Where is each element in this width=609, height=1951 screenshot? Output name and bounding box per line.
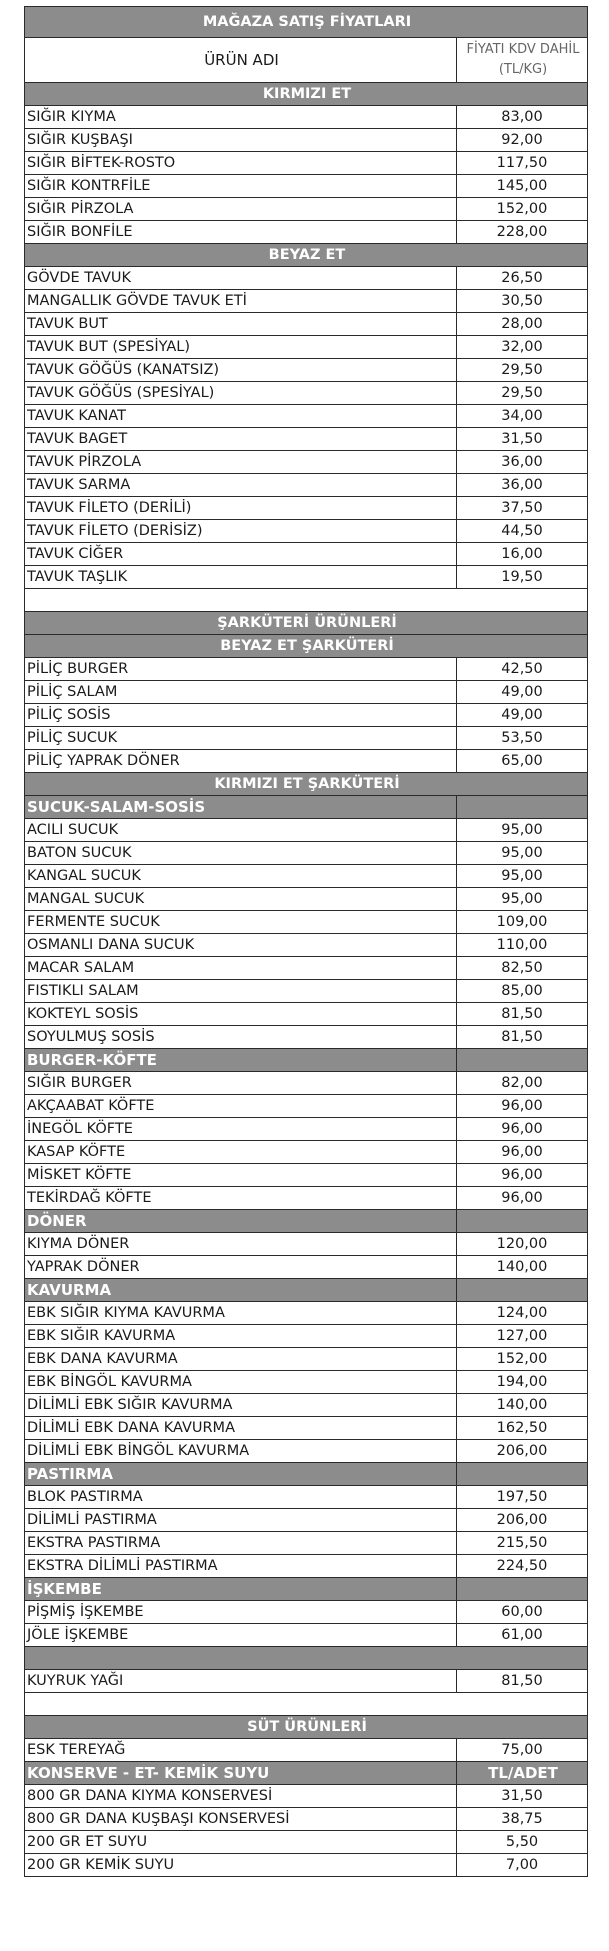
product-name: PİŞMİŞ İŞKEMBE: [25, 1601, 457, 1624]
section-header: KIRMIZI ET: [25, 83, 588, 106]
table-row: [25, 1003, 588, 1026]
product-name: DİLİMLİ EBK SIĞIR KAVURMA: [25, 1394, 457, 1417]
unit-label: [457, 1279, 588, 1302]
section-header-row: [25, 83, 588, 106]
product-price: 36,00: [457, 451, 588, 474]
product-name: TEKİRDAĞ KÖFTE: [25, 1187, 457, 1210]
product-price: 95,00: [457, 888, 588, 911]
table-row: [25, 658, 588, 681]
table-row: [25, 1739, 588, 1762]
product-name: TAVUK FİLETO (DERİLİ): [25, 497, 457, 520]
unit-label: [457, 1049, 588, 1072]
table-row: [25, 221, 588, 244]
product-price: 109,00: [457, 911, 588, 934]
product-price: 95,00: [457, 819, 588, 842]
table-row: [25, 1394, 588, 1417]
product-name: EKSTRA PASTIRMA: [25, 1532, 457, 1555]
subsection-header: BURGER-KÖFTE: [25, 1049, 457, 1072]
product-name: SIĞIR BURGER: [25, 1072, 457, 1095]
unit-label: [457, 1578, 588, 1601]
product-name: KIYMA DÖNER: [25, 1233, 457, 1256]
table-row: [25, 888, 588, 911]
product-name: EBK SIĞIR KAVURMA: [25, 1325, 457, 1348]
table-row: [25, 267, 588, 290]
section-header: KIRMIZI ET ŞARKÜTERİ: [25, 773, 588, 796]
product-name: FISTIKLI SALAM: [25, 980, 457, 1003]
product-price: 29,50: [457, 359, 588, 382]
table-row: [25, 1095, 588, 1118]
unit-label: [457, 1463, 588, 1486]
product-price: 5,50: [457, 1831, 588, 1854]
product-name: KASAP KÖFTE: [25, 1141, 457, 1164]
table-row: [25, 957, 588, 980]
column-header-price: [457, 38, 588, 83]
product-price: 95,00: [457, 842, 588, 865]
product-name: TAVUK BUT: [25, 313, 457, 336]
product-name: 200 GR KEMİK SUYU: [25, 1854, 457, 1877]
table-row: [25, 129, 588, 152]
product-price: 61,00: [457, 1624, 588, 1647]
product-price: 140,00: [457, 1256, 588, 1279]
product-name: TAVUK CİĞER: [25, 543, 457, 566]
table-row: [25, 1601, 588, 1624]
subsection-header: KONSERVE - ET- KEMİK SUYU: [25, 1762, 457, 1785]
product-price: 96,00: [457, 1141, 588, 1164]
product-price: 53,50: [457, 727, 588, 750]
product-name: İNEGÖL KÖFTE: [25, 1118, 457, 1141]
table-row: [25, 152, 588, 175]
table-row: [25, 911, 588, 934]
table-row: [25, 819, 588, 842]
product-price: 152,00: [457, 198, 588, 221]
table-row: [25, 1302, 588, 1325]
product-name: OSMANLI DANA SUCUK: [25, 934, 457, 957]
blank-header-row: [25, 1647, 588, 1670]
product-price: 95,00: [457, 865, 588, 888]
product-price: 120,00: [457, 1233, 588, 1256]
product-price: 224,50: [457, 1555, 588, 1578]
product-name: JÖLE İŞKEMBE: [25, 1624, 457, 1647]
product-price: 82,50: [457, 957, 588, 980]
product-price: 31,50: [457, 1785, 588, 1808]
table-row: [25, 1026, 588, 1049]
product-price: 16,00: [457, 543, 588, 566]
product-name: DİLİMLİ EBK BİNGÖL KAVURMA: [25, 1440, 457, 1463]
product-name: ACILI SUCUK: [25, 819, 457, 842]
table-row: [25, 290, 588, 313]
product-name: 800 GR DANA KUŞBAŞI KONSERVESİ: [25, 1808, 457, 1831]
product-price: 30,50: [457, 290, 588, 313]
product-name: TAVUK GÖĞÜS (KANATSIZ): [25, 359, 457, 382]
table-row: [25, 750, 588, 773]
product-price: 65,00: [457, 750, 588, 773]
subsection-header: KAVURMA: [25, 1279, 457, 1302]
table-row: [25, 566, 588, 589]
product-name: PİLİÇ BURGER: [25, 658, 457, 681]
product-name: KOKTEYL SOSİS: [25, 1003, 457, 1026]
product-name: TAVUK SARMA: [25, 474, 457, 497]
product-price: 36,00: [457, 474, 588, 497]
table-row: [25, 106, 588, 129]
subsection-header-row: [25, 796, 588, 819]
table-row: [25, 727, 588, 750]
product-name: MANGAL SUCUK: [25, 888, 457, 911]
blank-row: [25, 1693, 588, 1716]
table-row: [25, 1348, 588, 1371]
section-header: BEYAZ ET ŞARKÜTERİ: [25, 635, 588, 658]
section-header-row: [25, 773, 588, 796]
table-row: [25, 1118, 588, 1141]
table-row: [25, 520, 588, 543]
product-price: 7,00: [457, 1854, 588, 1877]
product-name: BLOK PASTIRMA: [25, 1486, 457, 1509]
product-price: 96,00: [457, 1187, 588, 1210]
product-price: 92,00: [457, 129, 588, 152]
table-row: [25, 543, 588, 566]
section-header-row: [25, 244, 588, 267]
price-table: [24, 6, 588, 1877]
product-price: 127,00: [457, 1325, 588, 1348]
table-row: [25, 198, 588, 221]
product-name: GÖVDE TAVUK: [25, 267, 457, 290]
product-price: 96,00: [457, 1164, 588, 1187]
table-row: [25, 1164, 588, 1187]
table-row: [25, 1325, 588, 1348]
product-price: 81,50: [457, 1003, 588, 1026]
unit-label: [457, 796, 588, 819]
product-price: 34,00: [457, 405, 588, 428]
subsection-header: PASTIRMA: [25, 1463, 457, 1486]
table-row: [25, 980, 588, 1003]
product-price: 96,00: [457, 1118, 588, 1141]
table-row: [25, 1072, 588, 1095]
product-name: KANGAL SUCUK: [25, 865, 457, 888]
table-row: [25, 1417, 588, 1440]
table-row: [25, 1233, 588, 1256]
product-name: BATON SUCUK: [25, 842, 457, 865]
column-header-name: ÜRÜN ADI: [25, 38, 457, 83]
table-row: [25, 1440, 588, 1463]
product-name: MANGALLIK GÖVDE TAVUK ETİ: [25, 290, 457, 313]
product-name: MACAR SALAM: [25, 957, 457, 980]
product-name: SIĞIR KIYMA: [25, 106, 457, 129]
subsection-header-row: [25, 1279, 588, 1302]
product-price: 117,50: [457, 152, 588, 175]
table-row: [25, 1141, 588, 1164]
table-row: [25, 359, 588, 382]
table-row: [25, 175, 588, 198]
table-row: [25, 405, 588, 428]
table-row: [25, 1831, 588, 1854]
product-price: 206,00: [457, 1509, 588, 1532]
table-row: [25, 1854, 588, 1877]
table-row: [25, 1670, 588, 1693]
blank-cell: [25, 589, 588, 612]
price-header-line1: FİYATI KDV DAHİL: [466, 42, 580, 57]
product-price: 215,50: [457, 1532, 588, 1555]
section-header: ŞARKÜTERİ ÜRÜNLERİ: [25, 612, 588, 635]
section-header-row: [25, 635, 588, 658]
subsection-header-row: [25, 1762, 588, 1785]
section-header: SÜT ÜRÜNLERİ: [25, 1716, 588, 1739]
product-name: DİLİMLİ EBK DANA KAVURMA: [25, 1417, 457, 1440]
header-row: [25, 38, 588, 83]
product-price: 228,00: [457, 221, 588, 244]
product-name: YAPRAK DÖNER: [25, 1256, 457, 1279]
product-price: 206,00: [457, 1440, 588, 1463]
product-price: 96,00: [457, 1095, 588, 1118]
product-name: TAVUK TAŞLIK: [25, 566, 457, 589]
product-name: KUYRUK YAĞI: [25, 1670, 457, 1693]
table-row: [25, 336, 588, 359]
product-price: 152,00: [457, 1348, 588, 1371]
product-name: TAVUK GÖĞÜS (SPESİYAL): [25, 382, 457, 405]
table-row: [25, 1486, 588, 1509]
product-name: FERMENTE SUCUK: [25, 911, 457, 934]
product-name: PİLİÇ SALAM: [25, 681, 457, 704]
product-name: SOYULMUŞ SOSİS: [25, 1026, 457, 1049]
price-list-sheet: [24, 6, 587, 1877]
product-price: 38,75: [457, 1808, 588, 1831]
product-name: SIĞIR BİFTEK-ROSTO: [25, 152, 457, 175]
product-name: SIĞIR BONFİLE: [25, 221, 457, 244]
blank-header: [25, 1647, 588, 1670]
product-price: 49,00: [457, 704, 588, 727]
product-price: 197,50: [457, 1486, 588, 1509]
product-price: 81,50: [457, 1026, 588, 1049]
product-price: 82,00: [457, 1072, 588, 1095]
table-row: [25, 428, 588, 451]
table-row: [25, 474, 588, 497]
table-row: [25, 1624, 588, 1647]
section-header-row: [25, 1716, 588, 1739]
table-row: [25, 1256, 588, 1279]
product-price: 85,00: [457, 980, 588, 1003]
blank-cell: [25, 1693, 588, 1716]
product-name: TAVUK BUT (SPESİYAL): [25, 336, 457, 359]
page-title: MAĞAZA SATIŞ FİYATLARI: [25, 7, 588, 38]
product-name: DİLİMLİ PASTIRMA: [25, 1509, 457, 1532]
title-row: [25, 7, 588, 38]
product-name: TAVUK BAGET: [25, 428, 457, 451]
table-row: [25, 1371, 588, 1394]
table-row: [25, 704, 588, 727]
product-name: PİLİÇ SOSİS: [25, 704, 457, 727]
subsection-header: SUCUK-SALAM-SOSİS: [25, 796, 457, 819]
product-name: MİSKET KÖFTE: [25, 1164, 457, 1187]
subsection-header: DÖNER: [25, 1210, 457, 1233]
product-price: 60,00: [457, 1601, 588, 1624]
product-name: PİLİÇ SUCUK: [25, 727, 457, 750]
unit-label: TL/ADET: [457, 1762, 588, 1785]
product-price: 81,50: [457, 1670, 588, 1693]
section-header-row: [25, 612, 588, 635]
table-row: [25, 1187, 588, 1210]
table-row: [25, 313, 588, 336]
product-price: 110,00: [457, 934, 588, 957]
table-row: [25, 1555, 588, 1578]
product-price: 29,50: [457, 382, 588, 405]
product-price: 75,00: [457, 1739, 588, 1762]
table-row: [25, 451, 588, 474]
product-price: 19,50: [457, 566, 588, 589]
subsection-header-row: [25, 1578, 588, 1601]
product-name: SIĞIR KUŞBAŞI: [25, 129, 457, 152]
product-name: EBK BİNGÖL KAVURMA: [25, 1371, 457, 1394]
product-name: 800 GR DANA KIYMA KONSERVESİ: [25, 1785, 457, 1808]
product-name: AKÇAABAT KÖFTE: [25, 1095, 457, 1118]
product-name: 200 GR ET SUYU: [25, 1831, 457, 1854]
table-row: [25, 842, 588, 865]
product-price: 44,50: [457, 520, 588, 543]
product-price: 124,00: [457, 1302, 588, 1325]
subsection-header-row: [25, 1049, 588, 1072]
table-row: [25, 681, 588, 704]
unit-label: [457, 1210, 588, 1233]
table-row: [25, 382, 588, 405]
product-price: 37,50: [457, 497, 588, 520]
product-price: 26,50: [457, 267, 588, 290]
product-name: EBK SIĞIR KIYMA KAVURMA: [25, 1302, 457, 1325]
price-header-line2: (TL/KG): [498, 62, 548, 77]
subsection-header-row: [25, 1463, 588, 1486]
subsection-header-row: [25, 1210, 588, 1233]
product-price: 32,00: [457, 336, 588, 359]
product-price: 42,50: [457, 658, 588, 681]
subsection-header: İŞKEMBE: [25, 1578, 457, 1601]
table-row: [25, 1532, 588, 1555]
product-price: 31,50: [457, 428, 588, 451]
table-row: [25, 934, 588, 957]
section-header: BEYAZ ET: [25, 244, 588, 267]
product-name: SIĞIR KONTRFİLE: [25, 175, 457, 198]
product-name: ESK TEREYAĞ: [25, 1739, 457, 1762]
product-name: TAVUK PİRZOLA: [25, 451, 457, 474]
product-price: 28,00: [457, 313, 588, 336]
product-name: TAVUK KANAT: [25, 405, 457, 428]
product-price: 83,00: [457, 106, 588, 129]
table-row: [25, 865, 588, 888]
product-name: PİLİÇ YAPRAK DÖNER: [25, 750, 457, 773]
blank-row: [25, 589, 588, 612]
product-price: 49,00: [457, 681, 588, 704]
product-price: 145,00: [457, 175, 588, 198]
table-row: [25, 497, 588, 520]
product-price: 140,00: [457, 1394, 588, 1417]
table-row: [25, 1808, 588, 1831]
table-row: [25, 1785, 588, 1808]
product-price: 194,00: [457, 1371, 588, 1394]
product-name: EKSTRA DİLİMLİ PASTIRMA: [25, 1555, 457, 1578]
product-name: SIĞIR PİRZOLA: [25, 198, 457, 221]
product-name: TAVUK FİLETO (DERİSİZ): [25, 520, 457, 543]
table-row: [25, 1509, 588, 1532]
product-price: 162,50: [457, 1417, 588, 1440]
product-name: EBK DANA KAVURMA: [25, 1348, 457, 1371]
